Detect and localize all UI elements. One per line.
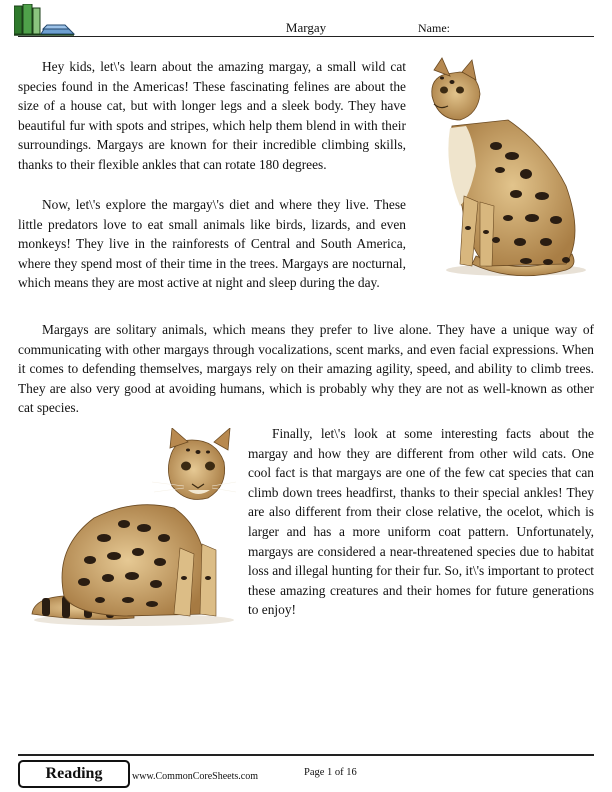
- subject-badge: Reading: [18, 760, 130, 788]
- page-number: Page 1 of 16: [304, 767, 357, 778]
- page-header: [0, 0, 612, 40]
- paragraph-4-text: Finally, let\'s look at some interesting facts about the margay and how they are different from other wild cats. One cool fact is that margays are one of the few cat species that can climb down trees headfirst, thanks to their special ankles! They are also different from their close relative, the ocelot, which is larger and has a more uniform coat pattern. Unfortunately, margays are considered a near-threatened species due to habitat loss and illegal hunting for their fur. So, it\'s important to protect these amazing creatures and their homes for future generations to enjoy!: [248, 426, 594, 618]
- paragraph-1-text: Hey kids, let\'s learn about the amazing margay, a small wild cat species found in the Americas! These fascinating felines are about the size of a house cat, but with longer legs and a sleek body. They have beautiful fur with spots and stripes, which help them blend in with their surroundings. Margays are known for their incredible climbing skills, thanks to their flexible ankles that can rotate 180 degrees.: [18, 59, 406, 172]
- paragraph-3-text: Margays are solitary animals, which means they prefer to live alone. They have a unique way of communicating with other margays through vocalizations, scent marks, and even facial expressions. When it comes to defending themselves, margays rely on their amazing agility, speed, and ability to climb trees. They are also very good at avoiding humans, which is probably why they are not as well-known as other cat species.: [18, 322, 594, 416]
- paragraph-2: [18, 195, 406, 293]
- name-label: Name:: [418, 21, 450, 35]
- paragraph-2-text: Now, let\'s explore the margay\'s diet and where they live. These little predators love to eat small animals like birds, lizards, and even monkeys! They live in the rainforests of Central and South America, where they spend most of their time in the trees. Margays are nocturnal, which means they are most active at night and sleep during the day.: [18, 197, 406, 291]
- paragraph-4: [248, 424, 594, 620]
- paragraph-3: [18, 320, 594, 418]
- header-divider: [18, 36, 594, 37]
- paragraph-1: [18, 57, 406, 175]
- footer-divider: [18, 754, 594, 756]
- page-title: Margay: [285, 20, 327, 35]
- site-link[interactable]: www.CommonCoreSheets.com: [132, 771, 259, 782]
- margay-photo-crouching: [24, 428, 244, 628]
- margay-photo-sitting: [416, 56, 592, 280]
